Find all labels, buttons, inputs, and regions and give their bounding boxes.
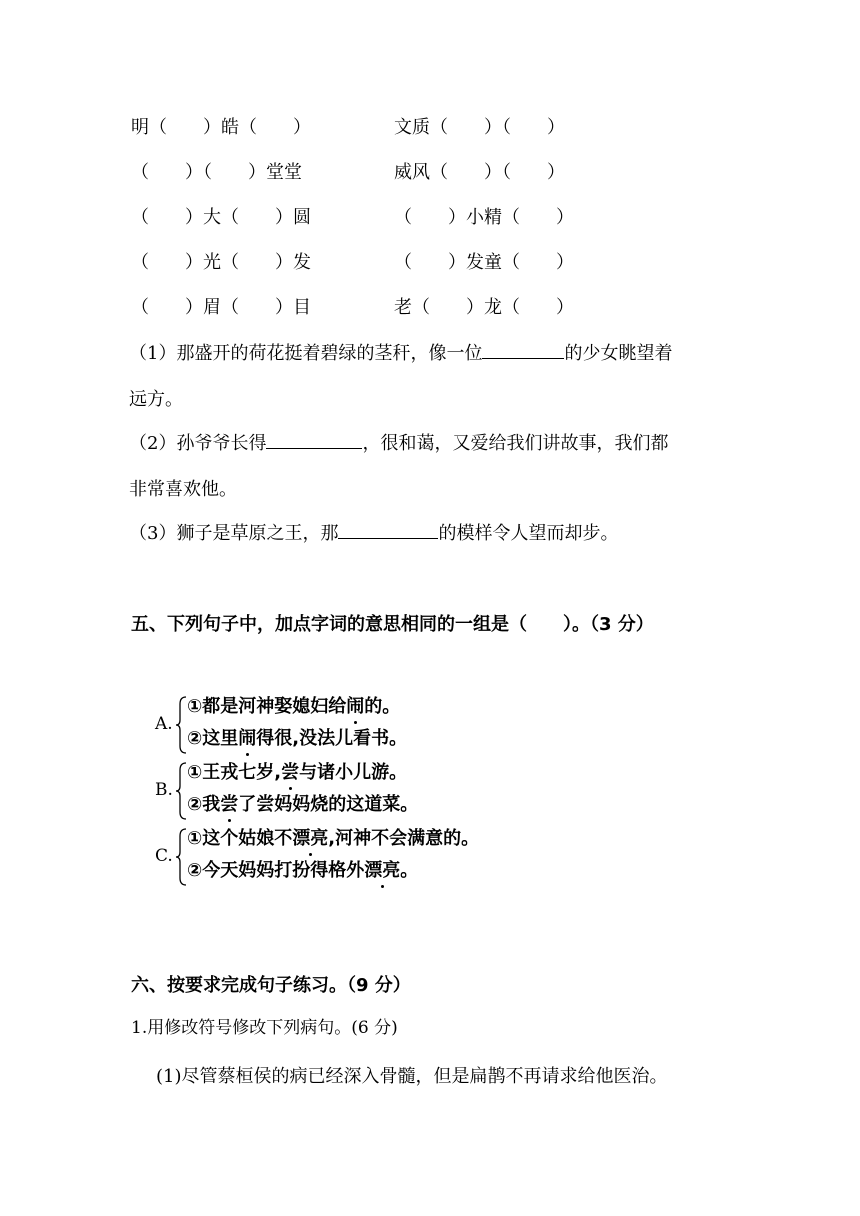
idiom-row <box>131 155 751 200</box>
sentence-line: 非常喜欢他。 <box>129 479 237 500</box>
text: ,河神不会满意的。 <box>328 828 480 849</box>
option-c[interactable] <box>155 824 575 890</box>
option-sentence-1 <box>187 824 479 850</box>
idiom-left: （ ）（ ）堂堂 <box>131 162 302 183</box>
text: 与诸小儿游。 <box>299 762 408 783</box>
idiom-left: （ ）眉（ ）目 <box>131 297 311 318</box>
sentence-text: （3）狮子是草原之王，那 <box>129 523 339 544</box>
option-b[interactable] <box>155 758 575 824</box>
idiom-row <box>131 290 751 335</box>
sentence-text: 的模样令人望而却步。 <box>438 523 619 544</box>
idiom-right: （ ）小精（ ） <box>394 207 574 228</box>
sentence-text: （2）孙爷爷长得 <box>129 433 267 454</box>
option-sentence-1 <box>187 692 400 718</box>
option-sentence-2 <box>187 724 407 750</box>
text: ②我 <box>187 794 221 815</box>
dotted-word: 闹 <box>346 692 364 718</box>
text: 了尝妈妈烧的这道菜。 <box>238 794 419 815</box>
sentence-text: ，很和蔼，又爱给我们讲故事，我们都 <box>362 433 669 454</box>
brace-icon <box>175 828 187 886</box>
idiom-row <box>131 110 751 155</box>
section-6-title: 六、按要求完成句子练习。（9 分） <box>131 975 411 996</box>
idiom-row <box>131 245 751 290</box>
text: ②今天妈妈打扮得格外 <box>187 860 365 881</box>
sentence-text: （1）那盛开的荷花挺着碧绿的茎秆，像一位 <box>129 343 483 364</box>
answer-blank[interactable] <box>338 516 438 539</box>
idiom-fill-grid <box>131 110 751 335</box>
fill-sentence-1 <box>129 334 729 426</box>
option-sentence-1 <box>187 758 407 784</box>
subsection-title: 1.用修改符号修改下列病句。(6 分) <box>131 1018 398 1038</box>
fill-sentence-2 <box>129 424 729 516</box>
answer-blank[interactable] <box>482 336 564 359</box>
sentence-text: 的少女眺望着 <box>564 343 673 364</box>
text: ②这里 <box>187 728 239 749</box>
dotted-word: 尝 <box>281 758 299 784</box>
option-sentence-2 <box>187 856 418 882</box>
option-sentence-2 <box>187 790 418 816</box>
sentence-line <box>129 334 729 380</box>
fill-sentence-3 <box>129 514 729 560</box>
idiom-left: 明（ ）皓（ ） <box>131 117 311 138</box>
sentence-line <box>129 514 729 560</box>
text: ①王戎七岁, <box>187 762 282 783</box>
idiom-row <box>131 200 751 245</box>
text: ①这个姑娘不 <box>187 828 293 849</box>
faulty-sentence-1: (1)尽管蔡桓侯的病已经深入骨髓，但是扁鹊不再请求给他医治。 <box>156 1066 668 1087</box>
option-letter: A. <box>155 714 173 734</box>
idiom-right: （ ）发童（ ） <box>394 252 574 273</box>
dotted-word: 漂亮 <box>292 824 328 850</box>
brace-icon <box>175 696 187 754</box>
dotted-word: 闹 <box>238 724 256 750</box>
text: ①都是河神娶媳妇给 <box>187 696 347 717</box>
sentence-line: 远方。 <box>129 389 183 410</box>
idiom-right: 老（ ）龙（ ） <box>394 297 574 318</box>
text: 得很,没法儿看书。 <box>256 728 408 749</box>
option-letter: B. <box>155 780 173 800</box>
option-a[interactable] <box>155 692 575 758</box>
answer-blank[interactable] <box>266 426 362 449</box>
idiom-right: 文质（ ）（ ） <box>394 117 565 138</box>
dotted-word: 漂亮 <box>364 856 400 882</box>
option-letter: C. <box>155 846 173 866</box>
sentence-line <box>129 424 729 470</box>
idiom-right: 威风（ ）（ ） <box>394 162 565 183</box>
section-5-title: 五、下列句子中，加点字词的意思相同的一组是（ ）。（3 分） <box>131 614 654 635</box>
choice-options <box>155 692 575 892</box>
idiom-left: （ ）光（ ）发 <box>131 252 311 273</box>
brace-icon <box>175 762 187 820</box>
dotted-word: 尝 <box>220 790 238 816</box>
text: 。 <box>400 860 419 881</box>
text: 的。 <box>364 696 401 717</box>
idiom-left: （ ）大（ ）圆 <box>131 207 311 228</box>
